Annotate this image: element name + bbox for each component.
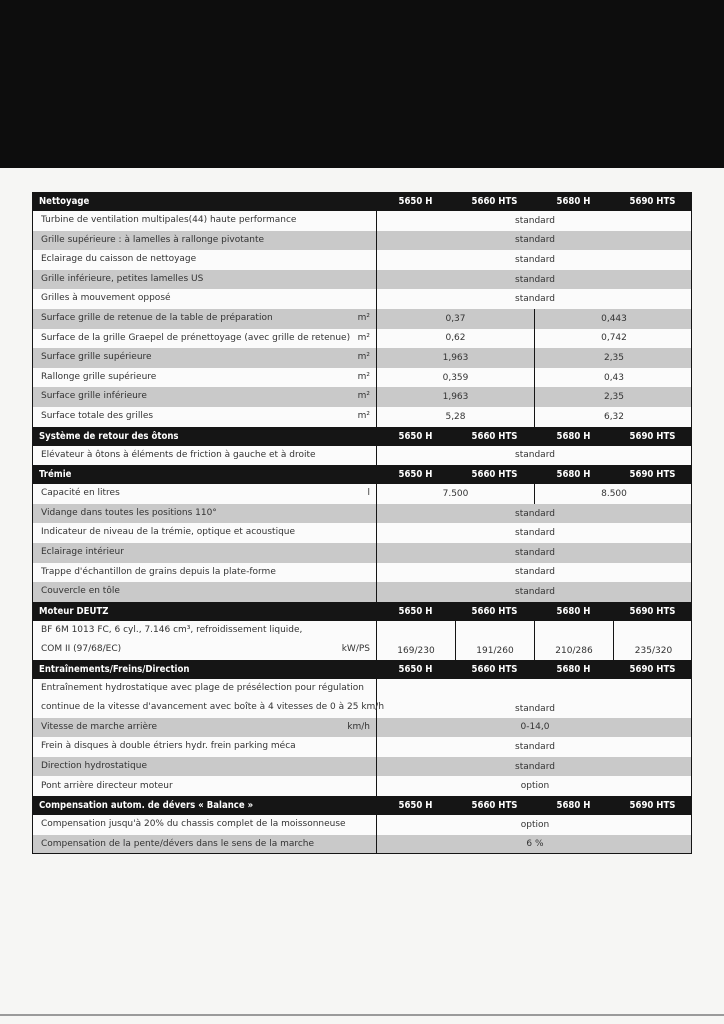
row-unit: l <box>367 488 370 499</box>
row-value-5650-5660: 0,62 <box>377 329 535 349</box>
row-value: standard <box>515 294 555 305</box>
table-row <box>32 776 692 796</box>
engine-power-5660hts: 191/260 <box>456 621 535 660</box>
row-value: standard <box>515 761 555 772</box>
table-row <box>32 348 692 368</box>
model-header-5650h: 5650 H <box>398 663 433 675</box>
table-row <box>32 329 692 349</box>
row-unit: m² <box>357 391 370 402</box>
row-value: standard <box>515 450 555 461</box>
section-header-moteur <box>32 602 692 621</box>
model-header-5690hts: 5690 HTS <box>629 430 676 442</box>
row-label: Turbine de ventilation multipales(44) haute performance <box>41 215 297 226</box>
model-header-5660hts: 5660 HTS <box>471 663 518 675</box>
row-value-5650-5660: 1,963 <box>377 348 535 368</box>
row-label: Grille supérieure : à lamelles à rallonge pivotante <box>41 234 265 245</box>
table-row <box>32 368 692 388</box>
model-header-5690hts: 5690 HTS <box>629 469 676 481</box>
table-row <box>32 446 692 466</box>
spec-table <box>32 192 692 854</box>
engine-description-line2: COM II (97/68/EC) <box>41 644 122 655</box>
row-label: Eclairage intérieur <box>41 546 124 557</box>
row-value-5680-5690: 8.500 <box>601 488 627 499</box>
model-header-5680h: 5680 H <box>556 469 591 481</box>
row-value: option <box>520 781 550 792</box>
row-unit: km/h <box>347 721 370 732</box>
table-row <box>32 289 692 309</box>
model-header-5680h: 5680 H <box>556 430 591 442</box>
section-title: Nettoyage <box>39 196 90 207</box>
drive-description-line2: continue de la vitesse d'avancement avec boîte à 4 vitesses de 0 à 25 km/h <box>41 702 385 713</box>
model-header-5650h: 5650 H <box>398 430 433 442</box>
model-header-5680h: 5680 H <box>556 800 591 812</box>
engine-power-5650h: 169/230 <box>377 621 456 660</box>
table-row <box>32 523 692 543</box>
row-value: 0-14,0 <box>520 722 550 733</box>
table-row <box>32 737 692 757</box>
row-unit: m² <box>357 332 370 343</box>
model-header-5660hts: 5660 HTS <box>471 430 518 442</box>
model-header-5650h: 5650 H <box>398 469 433 481</box>
model-header-5680h: 5680 H <box>556 663 591 675</box>
row-label: Surface grille inférieure <box>41 391 147 402</box>
row-value: standard <box>515 586 555 597</box>
row-value: standard <box>515 508 555 519</box>
table-row <box>32 504 692 524</box>
model-header-5660hts: 5660 HTS <box>471 800 518 812</box>
model-header-5650h: 5650 H <box>398 196 433 207</box>
model-header-5660hts: 5660 HTS <box>471 605 518 617</box>
row-label: Rallonge grille supérieure <box>41 371 157 382</box>
row-value: standard <box>515 254 555 265</box>
model-header-5680h: 5680 H <box>556 605 591 617</box>
model-header-5660hts: 5660 HTS <box>471 469 518 481</box>
drive-description-line1: Entraînement hydrostatique avec plage de présélection pour régulation <box>41 682 365 693</box>
row-label: Vidange dans toutes les positions 110° <box>41 507 217 518</box>
row-label: Indicateur de niveau de la trémie, optique et acoustique <box>41 527 296 538</box>
top-black-band <box>0 0 724 168</box>
row-value-5650-5660: 7.500 <box>377 484 535 504</box>
row-label: Compensation de la pente/dévers dans le sens de la marche <box>41 838 315 849</box>
table-row <box>32 621 692 660</box>
row-label: Pont arrière directeur moteur <box>41 780 173 791</box>
row-label: Grilles à mouvement opposé <box>41 293 171 304</box>
row-value-5650-5660: 0,37 <box>377 309 535 329</box>
model-header-5680h: 5680 H <box>556 196 591 207</box>
table-row <box>32 484 692 504</box>
table-row <box>32 815 692 835</box>
row-value-5680-5690: 2,35 <box>603 392 625 403</box>
table-row <box>32 211 692 231</box>
row-value: standard <box>515 215 555 226</box>
row-unit: m² <box>357 313 370 324</box>
row-unit: m² <box>357 371 370 382</box>
row-value: standard <box>515 567 555 578</box>
row-value-5680-5690: 0,742 <box>601 333 627 344</box>
row-value-5650-5660: 0,359 <box>377 368 535 388</box>
row-label: Surface grille supérieure <box>41 352 152 363</box>
table-row <box>32 407 692 427</box>
table-row <box>32 231 692 251</box>
model-header-5690hts: 5690 HTS <box>629 196 676 207</box>
row-label: Elévateur à ôtons à éléments de friction à gauche et à droite <box>41 449 316 460</box>
row-value-5680-5690: 6,32 <box>603 411 625 422</box>
section-header-retour <box>32 427 692 446</box>
row-label: Capacité en litres <box>41 488 120 499</box>
row-label: Surface totale des grilles <box>41 410 154 421</box>
row-value: standard <box>515 528 555 539</box>
row-label: Frein à disques à double étriers hydr. frein parking méca <box>41 741 296 752</box>
table-row <box>32 309 692 329</box>
table-row <box>32 582 692 602</box>
table-row <box>32 718 692 738</box>
row-label: Vitesse de marche arrière <box>41 721 158 732</box>
row-label: Surface grille de retenue de la table de préparation <box>41 313 273 324</box>
table-row <box>32 679 692 718</box>
row-value: standard <box>515 547 555 558</box>
section-header-compensation <box>32 796 692 815</box>
row-unit: m² <box>357 352 370 363</box>
model-header-5690hts: 5690 HTS <box>629 800 676 812</box>
table-row <box>32 543 692 563</box>
section-header-nettoyage <box>32 192 692 211</box>
engine-power-5690hts: 235/320 <box>634 645 673 656</box>
row-value: standard <box>515 274 555 285</box>
row-value-5680-5690: 0,43 <box>603 372 625 383</box>
row-label: Grille inférieure, petites lamelles US <box>41 273 204 284</box>
section-header-tremie <box>32 465 692 484</box>
model-header-5660hts: 5660 HTS <box>471 196 518 207</box>
section-title: Système de retour des ôtons <box>39 430 179 442</box>
table-row <box>32 757 692 777</box>
table-row <box>32 835 692 855</box>
engine-description-line1: BF 6M 1013 FC, 6 cyl., 7.146 cm³, refroidissement liquide, <box>41 624 303 635</box>
row-label: Compensation jusqu'à 20% du chassis complet de la moissonneuse <box>41 819 346 830</box>
table-row <box>32 563 692 583</box>
row-label: Trappe d'échantillon de grains depuis la plate-forme <box>41 566 276 577</box>
row-label: Direction hydrostatique <box>41 760 147 771</box>
row-value-5650-5660: 1,963 <box>377 387 535 407</box>
model-header-5690hts: 5690 HTS <box>629 663 676 675</box>
row-value: 6 % <box>526 839 544 850</box>
page-bottom-edge <box>0 1014 724 1016</box>
row-value-5680-5690: 2,35 <box>603 352 625 363</box>
row-unit: kW/PS <box>341 644 370 655</box>
row-label: Couvercle en tôle <box>41 586 120 597</box>
row-value-5680-5690: 0,443 <box>601 313 627 324</box>
section-title: Compensation autom. de dévers « Balance » <box>39 800 254 812</box>
engine-power-5680h: 210/286 <box>535 621 614 660</box>
model-header-5650h: 5650 H <box>398 605 433 617</box>
table-row <box>32 387 692 407</box>
section-header-entrainements <box>32 660 692 679</box>
model-header-5690hts: 5690 HTS <box>629 605 676 617</box>
section-title: Entraînements/Freins/Direction <box>39 663 190 675</box>
row-value: standard <box>515 235 555 246</box>
row-value: standard <box>515 703 555 714</box>
row-label: Eclairage du caisson de nettoyage <box>41 254 197 265</box>
table-row <box>32 270 692 290</box>
row-label: Surface de la grille Graepel de prénettoyage (avec grille de retenue) <box>41 332 351 343</box>
model-header-5650h: 5650 H <box>398 800 433 812</box>
row-value: option <box>520 819 550 830</box>
section-title: Moteur DEUTZ <box>39 605 109 617</box>
table-row <box>32 250 692 270</box>
row-unit: m² <box>357 410 370 421</box>
row-value: standard <box>515 742 555 753</box>
section-title: Trémie <box>39 469 72 481</box>
row-value-5650-5660: 5,28 <box>377 407 535 427</box>
